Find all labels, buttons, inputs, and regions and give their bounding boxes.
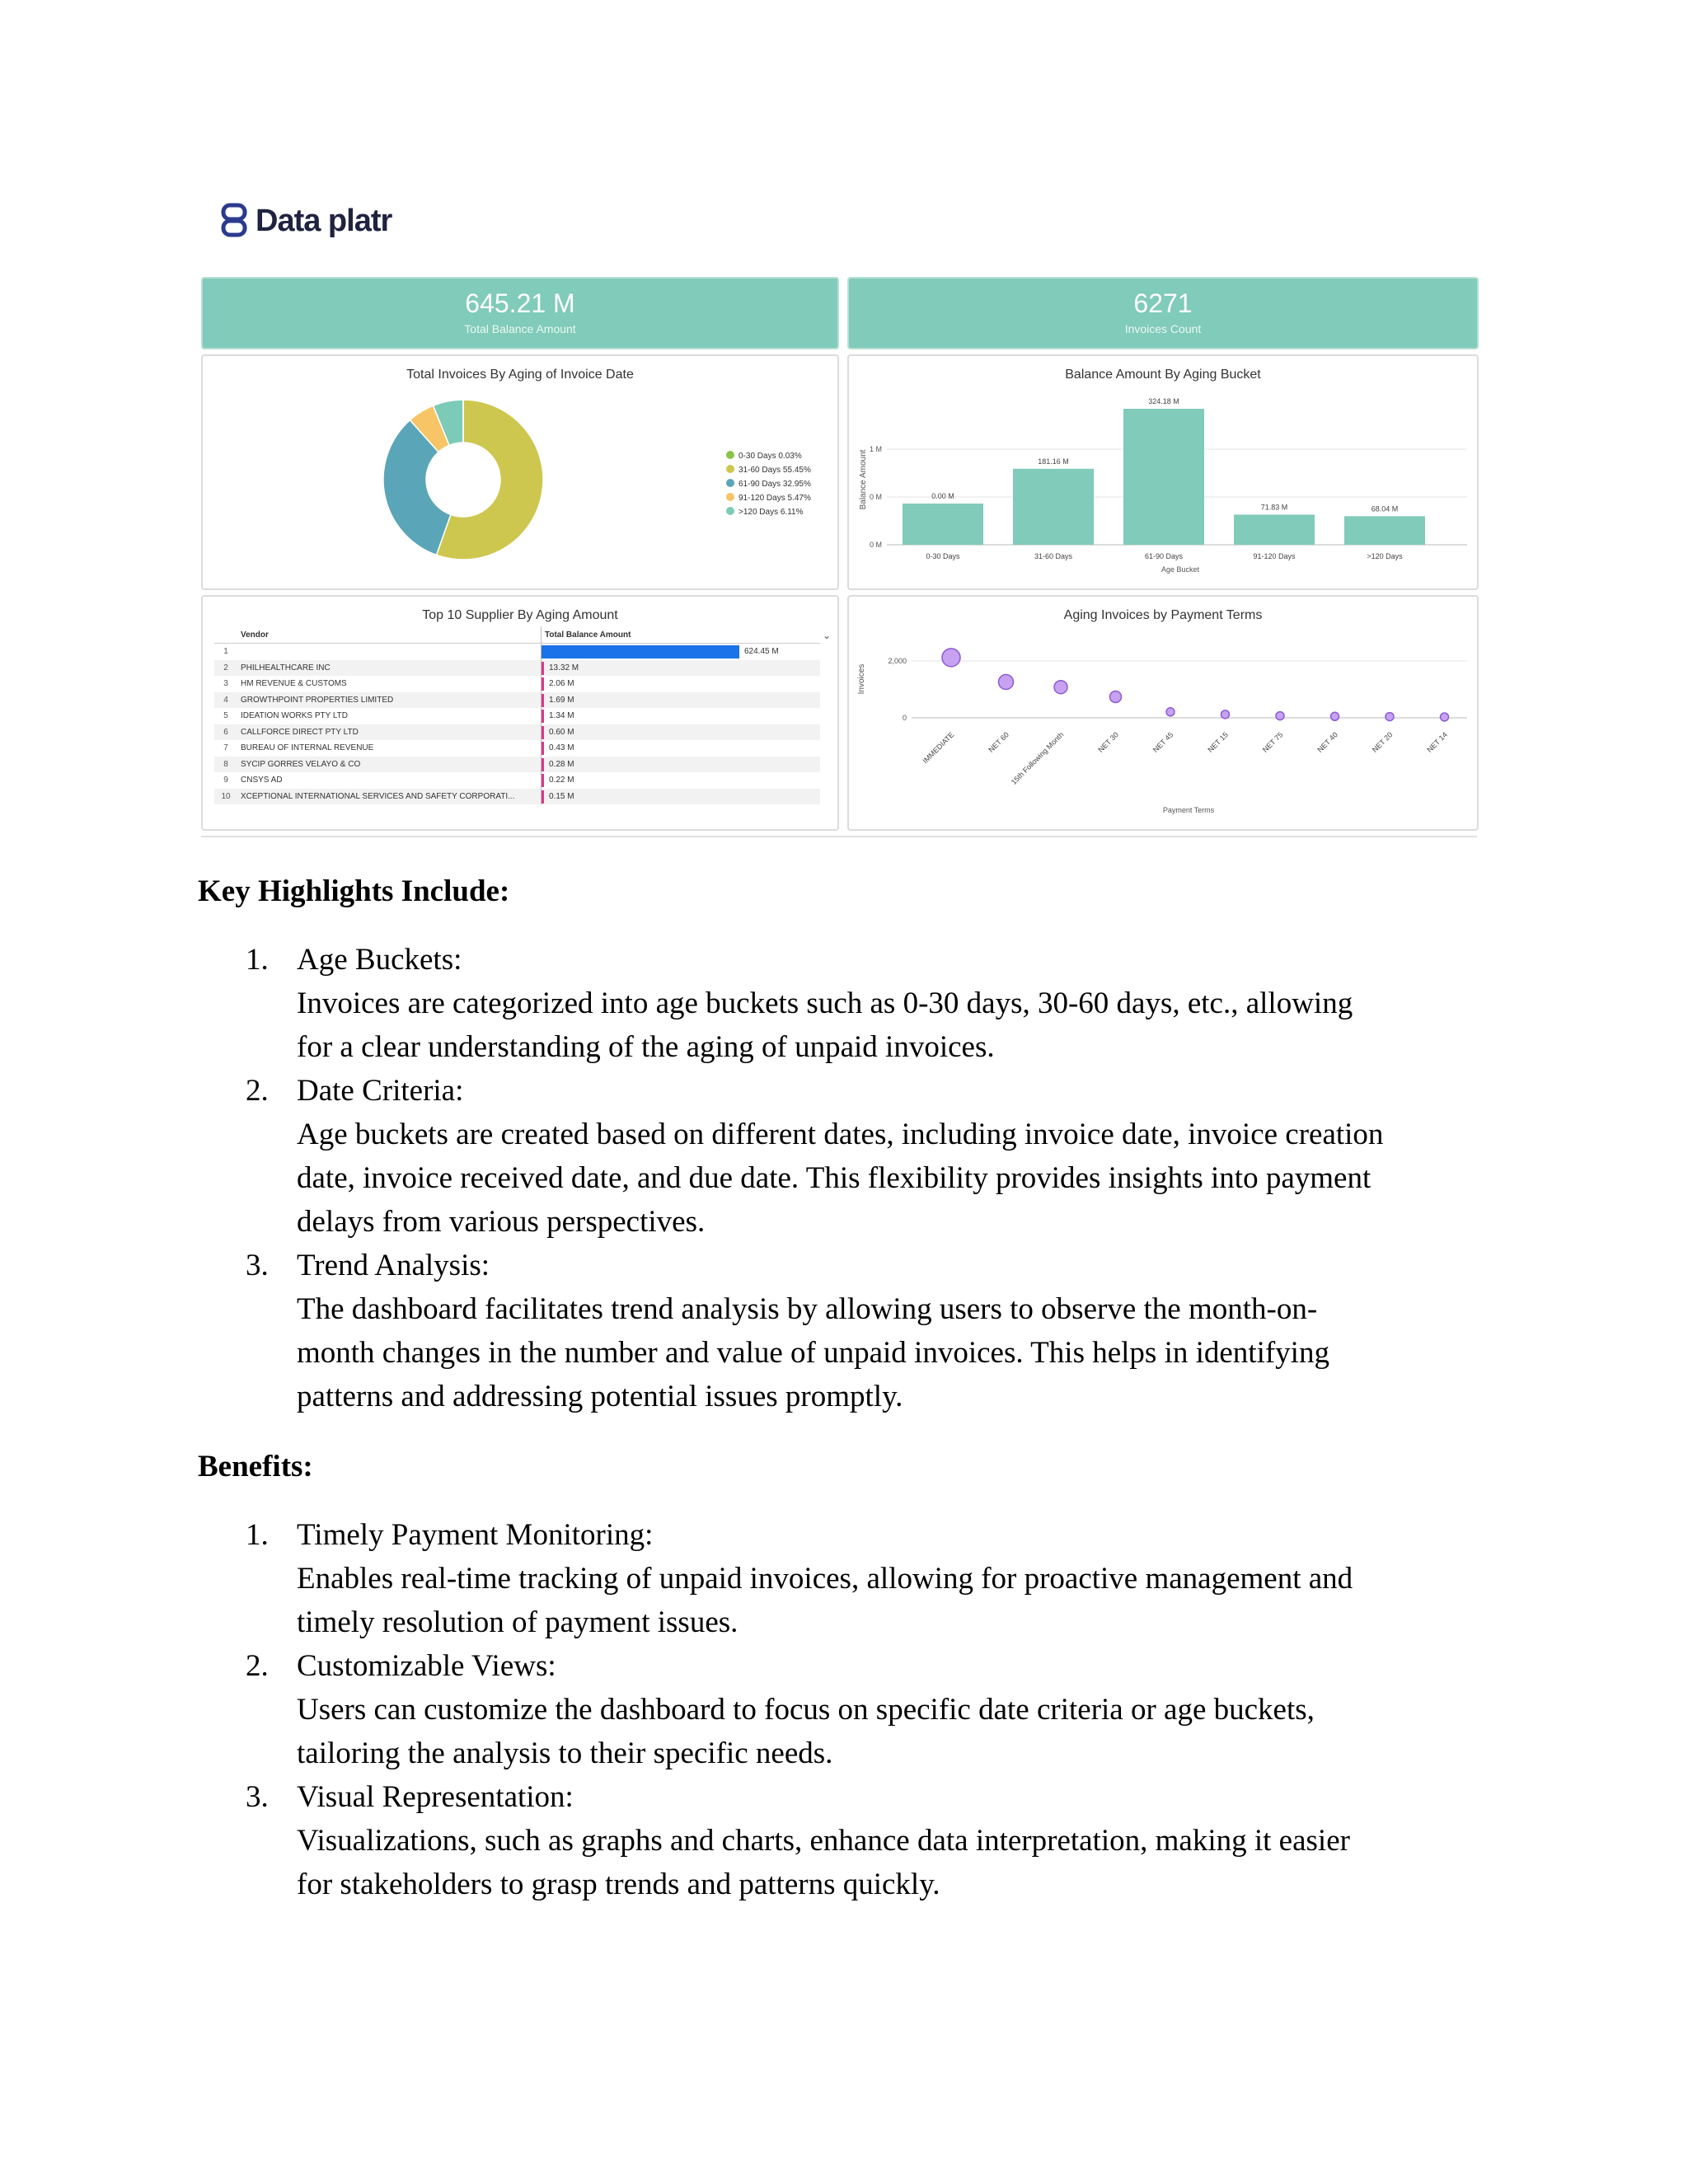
bar-value-label: 181.16 M xyxy=(1038,457,1069,466)
amount-label: 13.32 M xyxy=(549,663,579,673)
bar-value-label: 68.04 M xyxy=(1371,504,1399,513)
list-item xyxy=(198,1069,1500,1244)
amount-bar xyxy=(542,710,544,723)
y-axis-label: Balance Amount xyxy=(859,449,868,510)
list-item-text: timely resolution of payment issues. xyxy=(297,1605,738,1639)
bubble-point[interactable] xyxy=(1166,708,1175,716)
list-item-text: delays from various perspectives. xyxy=(297,1205,706,1239)
amount-bar xyxy=(542,726,544,739)
list-item-text: The dashboard facilitates trend analysis by allowing users to observe the month-on- xyxy=(297,1292,1318,1326)
x-tick-label: NET 14 xyxy=(1425,730,1449,754)
amount-label: 0.60 M xyxy=(549,727,574,737)
chart-title: Total Invoices By Aging of Invoice Date xyxy=(406,368,634,382)
row-number: 5 xyxy=(223,711,228,721)
donut-chart xyxy=(203,356,837,588)
amount-cell xyxy=(542,772,821,789)
bubble-point[interactable] xyxy=(999,675,1014,690)
list-item-title: Customizable Views: xyxy=(297,1649,556,1683)
x-tick-label: NET 30 xyxy=(1096,730,1120,754)
card-donut-chart xyxy=(201,354,839,590)
list-number: 1. xyxy=(246,1518,269,1552)
amount-bar xyxy=(542,758,544,771)
row-number: 4 xyxy=(214,692,237,709)
x-tick-label: >120 Days xyxy=(1367,552,1403,560)
list-number: 1. xyxy=(246,943,269,977)
list-item-text: for a clear understanding of the aging of unpaid invoices. xyxy=(297,1030,995,1064)
bubble-point[interactable] xyxy=(1331,712,1339,720)
amount-label: 624.45 M xyxy=(744,647,779,656)
amount-label: 0.22 M xyxy=(549,776,574,785)
x-tick-label: 15th Following Month xyxy=(1009,730,1066,786)
amount-cell xyxy=(542,740,821,757)
row-number: 8 xyxy=(214,757,237,773)
row-number: 9 xyxy=(223,776,228,785)
row-number: 6 xyxy=(214,724,237,741)
amount-label: 2.06 M xyxy=(549,679,574,688)
x-tick-label: NET 60 xyxy=(987,730,1010,754)
list-item xyxy=(198,938,1500,1069)
legend-swatch xyxy=(726,465,734,473)
amount-cell xyxy=(542,692,821,709)
kpi-label: Total Balance Amount xyxy=(464,322,576,335)
kpi-value: 645.21 M xyxy=(465,288,575,318)
y-tick: 0 M xyxy=(869,541,882,549)
vendor-name: HM REVENUE & CUSTOMS xyxy=(237,676,542,692)
list-item xyxy=(198,1244,1500,1418)
bar[interactable] xyxy=(1344,516,1425,545)
card-bubble-chart xyxy=(847,595,1479,831)
x-axis-label: Age Bucket xyxy=(1160,565,1200,574)
x-tick-label: NET 45 xyxy=(1151,730,1175,754)
table-row[interactable] xyxy=(214,740,820,757)
amount-bar xyxy=(542,742,544,755)
list-item-text: Visualizations, such as graphs and charts, enhance data interpretation, making it easier xyxy=(297,1824,1350,1858)
y-axis-label: Invoices xyxy=(857,663,866,695)
amount-bar xyxy=(542,774,544,787)
legend-label: 0-30 Days 0.03% xyxy=(738,452,802,461)
list-item-text: for stakeholders to grasp trends and patterns quickly. xyxy=(297,1868,940,1901)
amount-label: 0.28 M xyxy=(549,759,574,769)
list-item-text: tailoring the analysis to their specific needs. xyxy=(297,1736,833,1770)
y-tick: 0 xyxy=(902,714,907,722)
table-row[interactable] xyxy=(214,789,820,805)
x-tick-label: 0-30 Days xyxy=(926,552,960,560)
amount-cell xyxy=(542,724,821,741)
chart-title: Balance Amount By Aging Bucket xyxy=(1065,368,1261,382)
bar[interactable] xyxy=(1234,514,1315,545)
table-row[interactable] xyxy=(214,660,820,677)
amount-cell xyxy=(542,676,821,692)
row-number: 1 xyxy=(223,647,228,657)
amount-bar xyxy=(542,662,544,675)
list-number: 2. xyxy=(246,1649,269,1683)
table-row[interactable] xyxy=(214,708,820,724)
bubble-point[interactable] xyxy=(1221,710,1230,719)
list-item-text: date, invoice received date, and due date. This flexibility provides insights into payment xyxy=(297,1161,1372,1195)
list-number: 3. xyxy=(246,1780,269,1814)
legend-label: 91-120 Days 5.47% xyxy=(738,494,811,503)
amount-label: 0.15 M xyxy=(549,791,574,801)
y-tick: 2,000 xyxy=(888,657,907,665)
legend-label: 61-90 Days 32.95% xyxy=(738,480,811,489)
amount-bar xyxy=(542,790,544,804)
kpi-label: Invoices Count xyxy=(1124,322,1202,335)
kpi-total-balance xyxy=(201,277,839,349)
row-number: 2 xyxy=(214,660,237,677)
column-header-vendor[interactable]: Vendor xyxy=(237,626,542,644)
vendor-name xyxy=(237,644,542,660)
table-row[interactable] xyxy=(214,692,820,709)
bubble-point[interactable] xyxy=(1386,713,1394,721)
x-tick-label: NET 20 xyxy=(1370,730,1395,754)
logo-text: Data platr xyxy=(256,203,392,238)
x-axis-label: Payment Terms xyxy=(1162,806,1215,814)
y-tick: 0 M xyxy=(869,493,882,501)
list-item-text: month changes in the number and value of unpaid invoices. This helps in identifying xyxy=(297,1336,1329,1370)
vendor-name: BUREAU OF INTERNAL REVENUE xyxy=(237,740,542,757)
legend-swatch xyxy=(726,451,734,459)
bubble-chart xyxy=(849,597,1477,829)
amount-bar xyxy=(542,645,739,658)
bubble-point[interactable] xyxy=(942,649,960,667)
table-row[interactable] xyxy=(214,772,820,789)
vendor-name: SYCIP GORRES VELAYO & CO xyxy=(237,757,542,773)
table-row[interactable] xyxy=(214,757,820,773)
bar-value-label: 324.18 M xyxy=(1148,397,1179,405)
kpi-invoices-count xyxy=(847,277,1479,349)
list-item-title: Visual Representation: xyxy=(297,1780,574,1814)
amount-label: 0.43 M xyxy=(549,743,574,752)
bubble-point[interactable] xyxy=(1441,713,1449,721)
vendor-name: XCEPTIONAL INTERNATIONAL SERVICES AND SAFETY CORPORATI... xyxy=(237,789,542,805)
amount-label: 1.69 M xyxy=(549,695,574,705)
list-item xyxy=(198,1513,1500,1644)
list-item-text: patterns and addressing potential issues promptly. xyxy=(297,1380,903,1413)
chevron-down-icon[interactable]: ⌄ xyxy=(822,630,831,641)
list-item-text: Users can customize the dashboard to focus on specific date criteria or age buckets, xyxy=(297,1693,1315,1727)
highlights-heading: Key Highlights Include: xyxy=(198,874,510,908)
legend-label: >120 Days 6.11% xyxy=(738,508,804,517)
x-tick-label: NET 40 xyxy=(1315,730,1339,754)
list-item-text: Age buckets are created based on different dates, including invoice date, invoice creation xyxy=(297,1118,1384,1151)
row-number: 3 xyxy=(223,679,228,689)
table-row[interactable] xyxy=(214,724,820,741)
amount-label: 1.34 M xyxy=(549,711,574,720)
legend-label: 31-60 Days 55.45% xyxy=(738,466,811,475)
benefits-heading: Benefits: xyxy=(198,1450,313,1483)
list-item-text: Enables real-time tracking of unpaid invoices, allowing for proactive management and xyxy=(297,1562,1353,1596)
benefits-list xyxy=(198,1513,1500,1906)
chart-title: Aging Invoices by Payment Terms xyxy=(1063,608,1263,622)
x-tick-label: 91-120 Days xyxy=(1253,552,1296,560)
chart-title: Top 10 Supplier By Aging Amount xyxy=(422,608,618,622)
row-number: 7 xyxy=(223,743,228,753)
supplier-table xyxy=(214,626,820,804)
vendor-name: IDEATION WORKS PTY LTD xyxy=(237,708,542,724)
legend-swatch xyxy=(726,479,734,487)
x-tick-label: IMMEDIATE xyxy=(921,730,956,766)
vendor-name: CNSYS AD xyxy=(237,772,542,789)
x-tick-label: 31-60 Days xyxy=(1034,552,1073,560)
x-tick-label: NET 75 xyxy=(1260,730,1285,754)
bar[interactable] xyxy=(1013,469,1094,545)
bar-chart xyxy=(849,356,1477,588)
row-number: 10 xyxy=(214,789,237,805)
bar-value-label: 71.83 M xyxy=(1260,503,1288,512)
bubble-point[interactable] xyxy=(1110,691,1122,702)
list-item-text: Invoices are categorized into age buckets such as 0-30 days, 30-60 days, etc., allowing xyxy=(297,987,1353,1020)
list-item xyxy=(198,1644,1500,1775)
x-tick-label: NET 15 xyxy=(1206,730,1230,754)
logo-icon xyxy=(221,203,249,239)
bar[interactable] xyxy=(903,504,983,545)
column-header-amount[interactable]: Total Balance Amount xyxy=(542,626,821,644)
amount-cell xyxy=(542,644,821,660)
x-tick-label: 61-90 Days xyxy=(1144,552,1184,560)
brand-logo xyxy=(221,203,392,239)
amount-cell xyxy=(542,660,821,677)
list-item-title: Age Buckets: xyxy=(297,943,462,977)
vendor-name: GROWTHPOINT PROPERTIES LIMITED xyxy=(237,692,542,709)
amount-bar xyxy=(542,694,544,707)
amount-cell xyxy=(542,789,821,805)
list-item-title: Timely Payment Monitoring: xyxy=(297,1518,654,1552)
vendor-name: CALLFORCE DIRECT PTY LTD xyxy=(237,724,542,741)
amount-cell xyxy=(542,708,821,724)
bar-value-label: 0.00 M xyxy=(931,492,954,500)
divider xyxy=(201,836,1477,837)
kpi-value: 6271 xyxy=(1133,288,1193,318)
list-item-title: Date Criteria: xyxy=(297,1074,464,1108)
list-item xyxy=(198,1775,1500,1906)
amount-bar xyxy=(542,677,544,691)
list-item-title: Trend Analysis: xyxy=(297,1249,490,1282)
highlights-list xyxy=(198,938,1500,1418)
card-bar-chart xyxy=(847,354,1479,590)
bubble-point[interactable] xyxy=(1276,712,1284,720)
table-row[interactable] xyxy=(214,676,820,692)
legend-swatch xyxy=(726,493,734,501)
list-number: 3. xyxy=(246,1249,269,1282)
bubble-point[interactable] xyxy=(1054,681,1067,694)
table-row[interactable] xyxy=(214,644,820,660)
bar[interactable] xyxy=(1123,409,1204,545)
list-number: 2. xyxy=(246,1074,269,1108)
vendor-name: PHILHEALTHCARE INC xyxy=(237,660,542,677)
legend-swatch xyxy=(726,507,734,515)
y-tick: 1 M xyxy=(869,445,882,453)
amount-cell xyxy=(542,757,821,773)
card-supplier-table xyxy=(201,595,839,831)
